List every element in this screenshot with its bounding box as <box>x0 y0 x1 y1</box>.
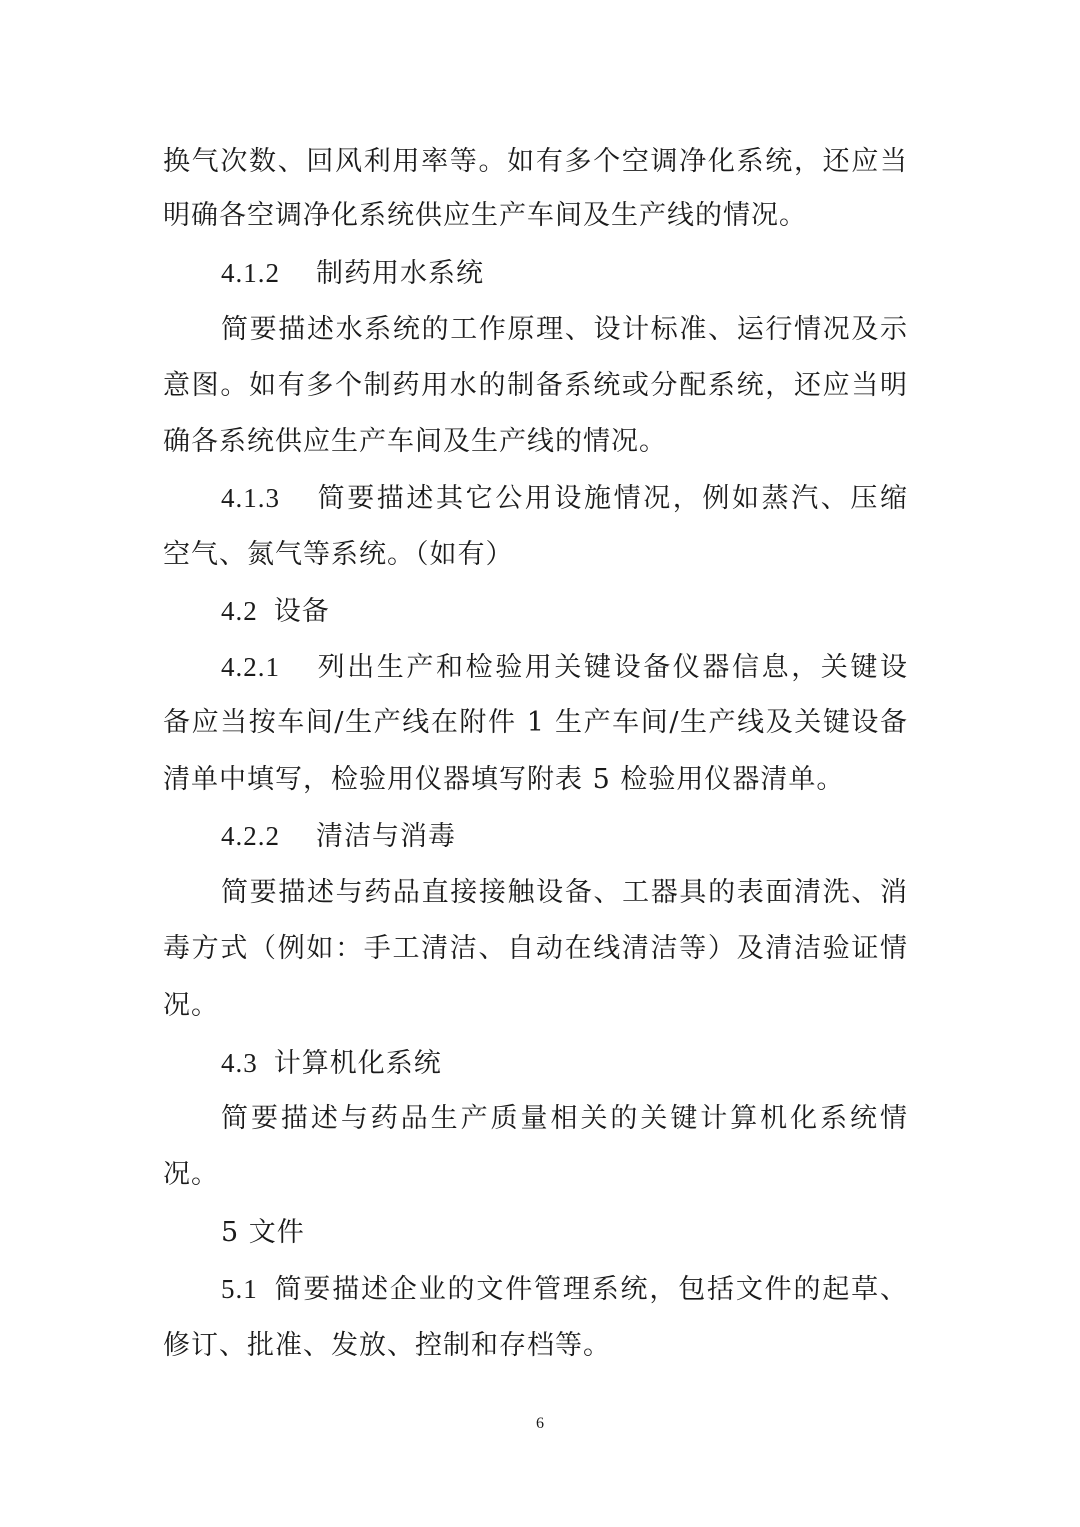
paragraph-line: 修订、批准、发放、控制和存档等。 <box>163 1330 611 1361</box>
section-heading-4-3 <box>221 1043 442 1083</box>
paragraph-line: 清单中填写，检验用仪器填写附表 5 检验用仪器清单。 <box>163 764 845 795</box>
section-number: 4.2.1 <box>221 652 280 682</box>
paragraph-line: 备应当按车间/生产线在附件 1 生产车间/生产线及关键设备 <box>163 707 908 738</box>
section-title: 设备 <box>273 596 330 627</box>
paragraph-line: 明确各空调净化系统供应生产车间及生产线的情况。 <box>163 200 807 231</box>
paragraph-line: 况。 <box>163 990 219 1021</box>
section-text: 列出生产和检验用关键设备仪器信息，关键设 <box>316 652 908 683</box>
section-text: 简要描述企业的文件管理系统，包括文件的起草、 <box>273 1274 908 1305</box>
paragraph-line: 况。 <box>163 1159 219 1190</box>
section-heading-4-1-2 <box>221 253 484 293</box>
section-heading-4-2-1 <box>221 647 908 687</box>
section-number: 4.2.2 <box>221 821 280 851</box>
section-heading-5: 5 文件 <box>221 1217 305 1248</box>
paragraph-line: 意图。如有多个制药用水的制备系统或分配系统，还应当明 <box>163 370 908 401</box>
section-heading-4-2 <box>221 591 330 631</box>
section-text: 简要描述其它公用设施情况，例如蒸汽、压缩 <box>316 483 908 514</box>
section-heading-5-1 <box>221 1269 908 1309</box>
section-number: 4.2 <box>221 596 258 626</box>
page-number: 6 <box>536 1415 544 1432</box>
section-heading-4-2-2 <box>221 816 456 856</box>
section-title: 计算机化系统 <box>273 1048 442 1079</box>
section-number: 4.1.2 <box>221 258 280 288</box>
section-title: 清洁与消毒 <box>316 821 456 852</box>
section-number: 4.3 <box>221 1048 258 1078</box>
paragraph-line: 简要描述水系统的工作原理、设计标准、运行情况及示 <box>221 314 908 345</box>
section-number: 4.1.3 <box>221 483 280 513</box>
section-title: 制药用水系统 <box>316 258 484 289</box>
paragraph-line: 确各系统供应生产车间及生产线的情况。 <box>163 426 667 457</box>
section-number: 5.1 <box>221 1274 258 1304</box>
paragraph-line: 空气、氮气等系统。（如有） <box>163 539 514 570</box>
paragraph-line: 毒方式（例如：手工清洁、自动在线清洁等）及清洁验证情 <box>163 933 908 964</box>
section-heading-4-1-3 <box>221 478 908 518</box>
paragraph-line: 换气次数、回风利用率等。如有多个空调净化系统，还应当 <box>163 146 908 177</box>
paragraph-line: 简要描述与药品直接接触设备、工器具的表面清洗、消 <box>221 877 908 908</box>
paragraph-line: 简要描述与药品生产质量相关的关键计算机化系统情 <box>221 1103 908 1134</box>
